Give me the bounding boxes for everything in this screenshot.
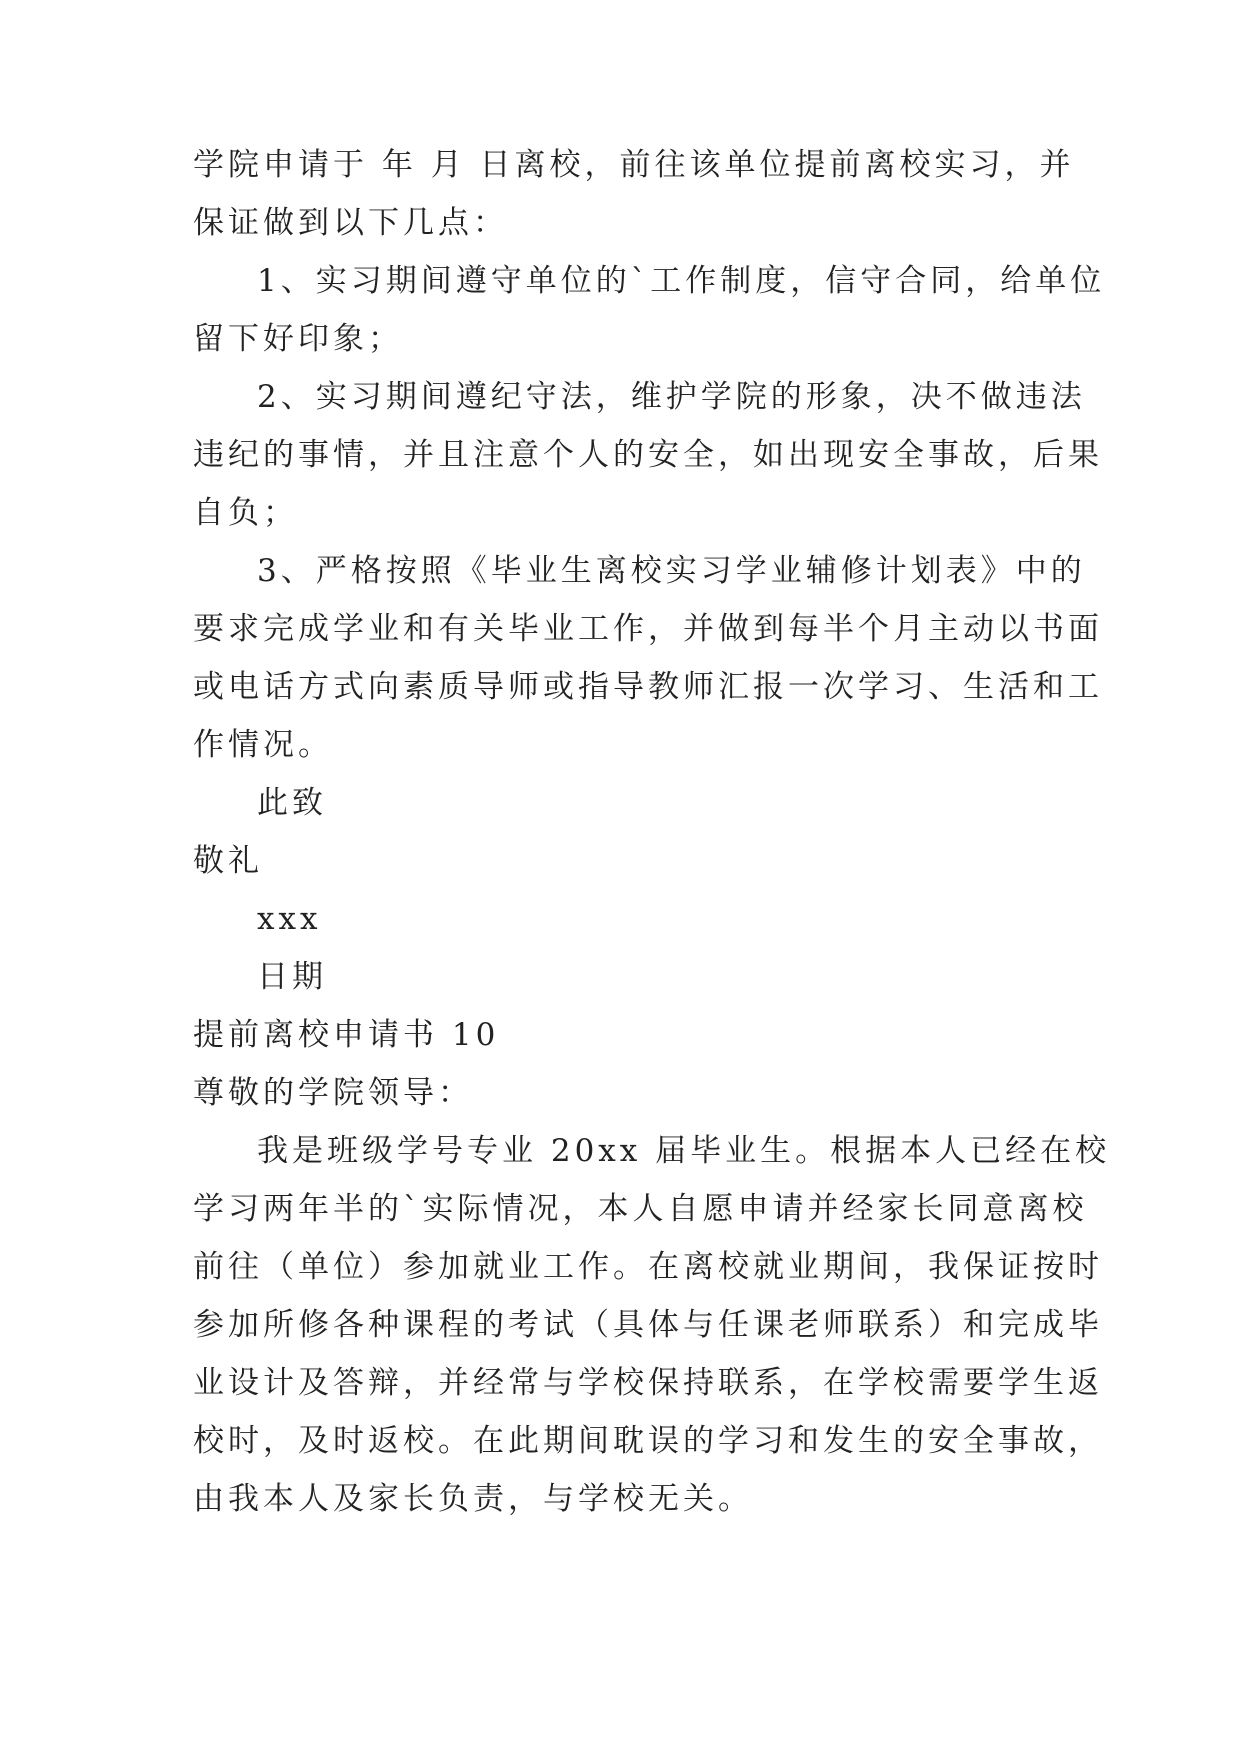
text-line: 保证做到以下几点： [193, 205, 508, 241]
greeting-text: 尊敬的学院领导： [193, 1075, 473, 1111]
text-line: 自负； [193, 495, 298, 531]
date-label: 日期 [257, 959, 327, 995]
text-line: 违纪的事情，并且注意个人的安全，如出现安全事故，后果 [193, 437, 1103, 473]
document-title: 提前离校申请书 10 [193, 1017, 500, 1053]
list-item-2 [193, 368, 1103, 542]
closing-block [193, 774, 1053, 1006]
text-line: 业设计及答辩，并经常与学校保持联系，在学校需要学生返 [193, 1365, 1103, 1401]
section2-heading [193, 1006, 1053, 1122]
text-line: 作情况。 [193, 727, 333, 763]
text-line: 前往（单位）参加就业工作。在离校就业期间，我保证按时 [193, 1249, 1103, 1285]
section2-body [193, 1122, 1111, 1528]
text-line: 1、实习期间遵守单位的`工作制度，信守合同，给单位 [257, 263, 1106, 299]
text-line: 2、实习期间遵纪守法，维护学院的形象，决不做违法 [257, 379, 1086, 415]
text-line: 学习两年半的`实际情况，本人自愿申请并经家长同意离校 [193, 1191, 1088, 1227]
text-line: 由我本人及家长负责，与学校无关。 [193, 1481, 753, 1517]
text-line: 我是班级学号专业 20xx 届毕业生。根据本人已经在校 [257, 1133, 1111, 1169]
list-item-1 [193, 252, 1106, 368]
list-item-3 [193, 542, 1103, 774]
text-line: 参加所修各种课程的考试（具体与任课老师联系）和完成毕 [193, 1307, 1103, 1343]
text-line: 或电话方式向素质导师或指导教师汇报一次学习、生活和工 [193, 669, 1103, 705]
text-line: 要求完成学业和有关毕业工作，并做到每半个月主动以书面 [193, 611, 1103, 647]
text-line: 3、严格按照《毕业生离校实习学业辅修计划表》中的 [257, 553, 1086, 589]
text-line: 学院申请于 年 月 日离校，前往该单位提前离校实习，并 [193, 147, 1075, 183]
signature-text: xxx [257, 901, 322, 937]
text-line: 留下好印象； [193, 321, 403, 357]
salute-text: 敬礼 [193, 843, 263, 879]
text-line: 校时，及时返校。在此期间耽误的学习和发生的安全事故， [193, 1423, 1103, 1459]
intro-paragraph [193, 136, 1075, 252]
closing-text: 此致 [257, 785, 327, 821]
